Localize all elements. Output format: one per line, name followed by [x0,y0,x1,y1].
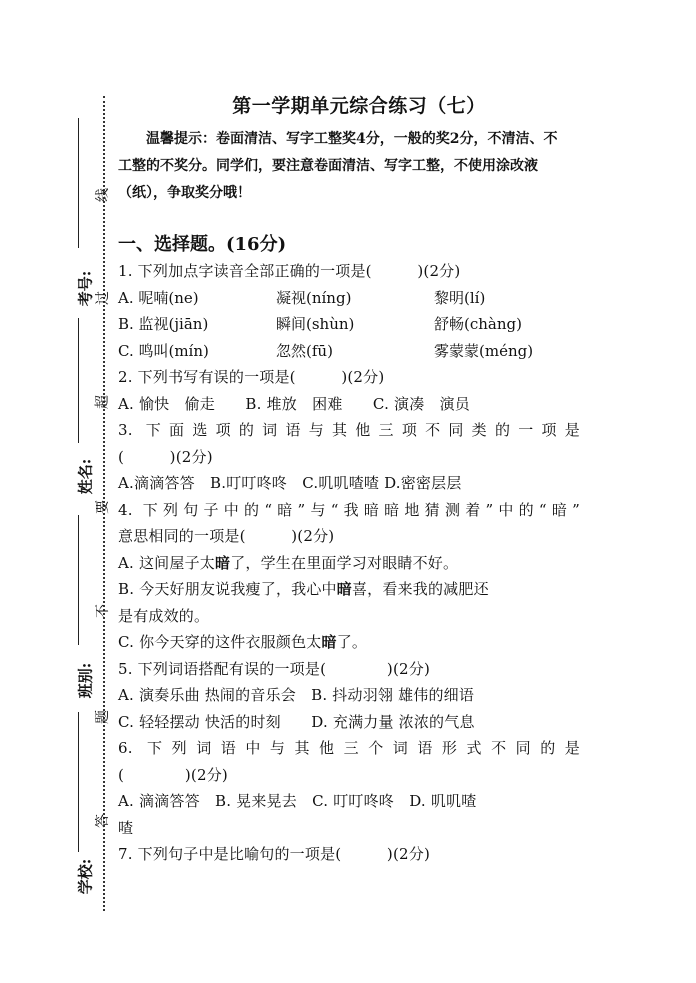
label-school: 学校: [76,858,95,895]
section-heading: 一、选择题。(16分) [118,234,287,255]
worksheet [118,92,580,868]
question-2-stem: 2. 下列书写有误的一项是( )(2分) [118,368,385,386]
seal-char: 过 [95,291,111,305]
question-4-stem-cont: 意思相同的一项是( )(2分) [118,527,335,545]
option: 舒畅(chàng) [434,315,522,333]
seal-char: 线 [95,188,111,202]
option: A. 呢喃(ne) [118,288,199,307]
option: B. 监视(jiān) [118,315,209,333]
question-4-option-b-cont: 是有成效的。 [118,606,210,625]
name-line [78,318,79,443]
question-3-stem-cont: ( )(2分) [118,447,213,466]
question-4-option-b [118,576,580,603]
question-3-options: A.滴滴答答 B.叮叮咚咚 C.叽叽喳喳 D.密密层层 [118,474,462,492]
seal-char: 答 [95,814,111,828]
question-5-options-cd: C. 轻轻摆动 快活的时刻 D. 充满力量 浓浓的气息 [118,712,475,731]
question-7-stem: 7. 下列句子中是比喻句的一项是( )(2分) [118,845,431,863]
question-3-stem: 3. 下面选项的词语与其他三项不同类的一项是 [118,421,580,439]
seal-char: 要 [95,500,111,514]
dotted-char: 暗 [336,580,352,598]
question-6-options: A. 滴滴答答 B. 晃来晃去 C. 叮叮咚咚 D. 叽叽喳 [118,792,477,810]
question-5-options-ab: A. 演奏乐曲 热闹的音乐会 B. 抖动羽翎 雄伟的细语 [118,686,475,704]
question-1-options-b [118,311,580,338]
label-exam-number: 考号: [76,270,95,307]
question-4-option-c [118,629,580,656]
exam-number-line [78,118,79,248]
option: 瞬间(shùn) [276,315,355,333]
option: 凝视(níng) [276,288,352,307]
label-class: 班别: [76,662,95,699]
school-line [78,712,79,852]
tip-line: 工整的不奖分。同学们，要注意卷面清洁、写字工整，不使用涂改液 [118,158,538,174]
label-name: 姓名: [76,458,95,495]
text: 喜，看来我的减肥还 [351,580,489,598]
question-6-options-cont: 喳 [118,818,134,837]
seal-char: 不 [95,604,111,618]
page-title: 第一学期单元综合练习（七） [232,95,486,117]
question-6-stem: 6. 下列词语中与其他三个词语形式不同的是 [118,739,580,757]
question-1-stem: 1. 下列加点字读音全部正确的一项是( )(2分) [118,262,461,280]
text: 了，学生在里面学习对眼睛不好。 [230,553,459,572]
option: 雾蒙蒙(méng) [434,341,534,360]
question-5-stem: 5. 下列词语搭配有误的一项是( )(2分) [118,659,431,678]
text: C. 你今天穿的这件衣服颜色太 [118,633,322,651]
dotted-char: 暗 [321,633,337,651]
seal-char: 超 [95,395,111,409]
option: 忽然(fū) [276,341,333,360]
option: 黎明(lí) [434,288,486,307]
text: 了。 [336,633,368,651]
tip-paragraph [118,126,580,207]
text: A. 这间屋子太 [118,553,215,572]
class-line [78,515,79,645]
question-4-option-a [118,550,580,577]
question-2-options: A. 愉快 偷走 B. 堆放 困难 C. 演凑 演员 [118,394,471,413]
question-6-stem-cont: ( )(2分) [118,765,228,784]
text: B. 今天好朋友说我瘦了，我心中 [118,580,337,598]
binding-margin [0,0,112,983]
dotted-char: 暗 [214,553,231,572]
question-1-options-a [118,285,580,312]
seal-char: 题 [95,710,111,724]
option: C. 鸣叫(mín) [118,341,209,360]
question-1-options-c [118,338,580,365]
tip-line: （纸），争取奖分哦！ [118,185,251,201]
question-4-stem: 4. 下列句子中的“暗”与“我暗暗地猜测着”中的“暗” [118,500,580,519]
tip-line: 温馨提示：卷面清洁、写字工整奖4分，一般的奖2分，不清洁、不 [146,131,558,147]
